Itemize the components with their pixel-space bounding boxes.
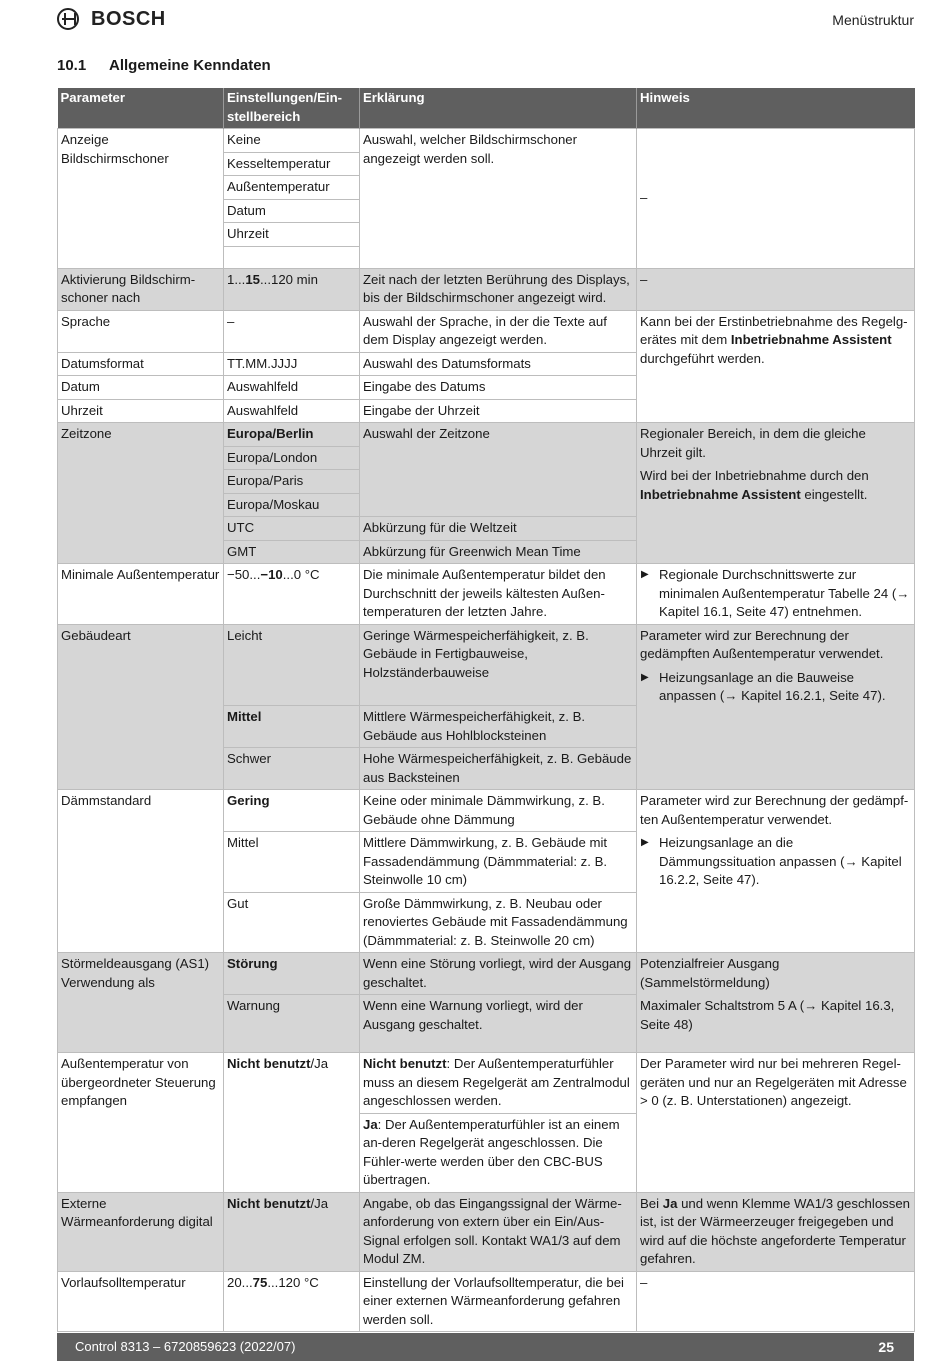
setting-cell: UTC: [224, 517, 360, 541]
note-emphasis: Inbetriebnahme Assistent: [730, 332, 892, 347]
setting-cell: Keine: [224, 129, 360, 153]
explanation-cell: Auswahl, welcher Bildschirmschoner angezeigt werden soll.: [360, 129, 637, 269]
page-footer: [57, 1333, 914, 1361]
explanation-cell: [360, 1053, 637, 1114]
explanation-text: : Der Außentemperaturfühler muss an diesem Regelgerät am Zentralmodul angeschlossen werden.: [363, 1056, 630, 1108]
table-row: [58, 268, 915, 310]
page-number: 25: [878, 1339, 894, 1355]
note-text: durchgeführt werden.: [640, 350, 765, 366]
explanation-cell: Angabe, ob das Eingangssignal der Wärme-anforderung von extern über ein Ein/Aus-Signal erfolgen soll. Kontakt WA1/3 auf dem Modul ZM.: [360, 1192, 637, 1271]
explanation-emphasis: Nicht benutzt: [363, 1056, 447, 1071]
note-cell: [637, 790, 915, 953]
explanation-cell: [360, 1113, 637, 1192]
param-cell: Minimale Außentemperatur: [58, 564, 224, 625]
parameter-table: [57, 88, 915, 1332]
note-cell: [637, 310, 915, 423]
param-cell: Uhrzeit: [58, 399, 224, 423]
param-cell: Störmeldeausgang (AS1) Verwendung als: [58, 953, 224, 1053]
explanation-cell: Eingabe des Datums: [360, 376, 637, 400]
explanation-cell: Auswahl des Datumsformats: [360, 352, 637, 376]
explanation-text: : Der Außentemperaturfühler ist an einem an-deren Regelgerät angeschlossen. Die Fühler-werte werden über den CBC-BUS übertragen.: [363, 1116, 620, 1187]
setting-cell: Leicht: [224, 624, 360, 706]
table-row: [58, 310, 915, 352]
setting-text: 1...: [227, 271, 246, 287]
note-text: Regionaler Bereich, in dem die gleiche Uhrzeit gilt.: [640, 426, 866, 460]
explanation-cell: Eingabe der Uhrzeit: [360, 399, 637, 423]
setting-cell: Mittel: [224, 832, 360, 893]
setting-cell: GMT: [224, 540, 360, 564]
param-cell: Gebäudeart: [58, 624, 224, 790]
note-cell: [637, 1192, 915, 1271]
explanation-cell: Abkürzung für die Weltzeit: [360, 517, 637, 541]
explanation-cell: Wenn eine Störung vorliegt, wird der Ausgang geschaltet.: [360, 953, 637, 995]
note-cell: Der Parameter wird nur bei mehreren Regel-geräten und nur an Regelgeräten mit Adresse > 0 (z. B. Unterstationen) angezeigt.: [637, 1053, 915, 1193]
note-emphasis: Ja: [662, 1195, 678, 1211]
explanation-cell: Auswahl der Zeitzone: [360, 423, 637, 517]
param-cell: Außentemperatur von übergeordneter Steuerung empfangen: [58, 1053, 224, 1193]
header-explanation: Erklärung: [360, 88, 637, 129]
instruction-item: ▶ Heizungsanlage an die Bauweise anpassen (→ Kapitel 16.2.1, Seite 47).: [640, 669, 911, 706]
setting-cell: Außentemperatur: [224, 176, 360, 200]
setting-text: 20...: [227, 1274, 253, 1290]
table-row: [58, 1192, 915, 1271]
note-cell: [637, 564, 915, 625]
instruction-item: ▶ Regionale Durchschnittswerte zur minimalen Außentemperatur Tabelle 24 (→ Kapitel 16.1, Seite 47) entnehmen.: [640, 566, 911, 622]
default-value: −10: [260, 567, 283, 582]
param-cell: Anzeige Bildschirmschoner: [58, 129, 224, 269]
explanation-cell: Mittlere Dämmwirkung, z. B. Gebäude mit Fassadendämmung (Dämmmaterial: z. B. Steinwolle 10 cm): [360, 832, 637, 893]
note-text: Potenzialfreier Ausgang (Sammelstörmeldung): [640, 956, 780, 990]
param-cell: Aktivierung Bildschirm-schoner nach: [58, 268, 224, 310]
setting-text: −50...: [227, 567, 261, 582]
setting-cell: Europa/Paris: [224, 470, 360, 494]
setting-text: ...120 °C: [267, 1274, 319, 1290]
setting-text: ...120 min: [260, 271, 318, 287]
section-heading: [57, 57, 271, 76]
param-cell: Datumsformat: [58, 352, 224, 376]
table-row: [58, 564, 915, 625]
param-cell: Zeitzone: [58, 423, 224, 564]
note-emphasis: Inbetriebnahme Assistent: [640, 486, 801, 502]
instruction-item: ▶ Heizungsanlage an die Dämmungssituation anpassen (→ Kapitel 16.2.2, Seite 47).: [640, 834, 911, 890]
setting-cell: [224, 564, 360, 625]
table-row: [58, 1053, 915, 1114]
header-note: Hinweis: [637, 88, 915, 129]
setting-cell: Auswahlfeld: [224, 376, 360, 400]
note-text: und wenn Klemme WA1/3 geschlossen ist, ist der Wärmeerzeuger freigegeben und wird auf die höchste angeforderte Temperatur gefahren.: [640, 1195, 911, 1266]
setting-cell: Kesseltemperatur: [224, 152, 360, 176]
setting-cell: Europa/Moskau: [224, 493, 360, 517]
setting-text: /Ja: [310, 1056, 329, 1071]
explanation-cell: Keine oder minimale Dämmwirkung, z. B. Gebäude ohne Dämmung: [360, 790, 637, 832]
explanation-cell: Einstellung der Vorlaufsolltemperatur, die bei einer externen Wärmeanforderung gefahren werden soll.: [360, 1271, 637, 1332]
explanation-cell: Auswahl der Sprache, in der die Texte auf dem Display angezeigt werden.: [360, 310, 637, 352]
page-header: [57, 8, 914, 34]
note-cell: –: [637, 268, 915, 310]
setting-cell: Warnung: [224, 995, 360, 1053]
note-text: Wird bei der Inbetriebnahme durch den: [640, 468, 869, 483]
header-settings: Einstellungen/Ein-stellbereich: [224, 88, 360, 129]
setting-cell: Datum: [224, 199, 360, 223]
setting-cell: [224, 1271, 360, 1332]
explanation-cell: Zeit nach der letzten Berührung des Displays, bis der Bildschirmschoner angezeigt wird.: [360, 268, 637, 310]
table-header-row: [58, 88, 915, 129]
section-number: 10.1: [57, 57, 87, 74]
note-cell: [637, 423, 915, 564]
note-text: Bei: [640, 1195, 663, 1211]
note-text: Maximaler Schaltstrom 5 A (→ Kapitel 16.3, Seite 48): [640, 998, 895, 1032]
table-row: [58, 129, 915, 153]
table-row: [58, 1271, 915, 1332]
table-row: [58, 423, 915, 447]
setting-cell-default: Gering: [224, 790, 360, 832]
table-row: [58, 953, 915, 995]
explanation-cell: Geringe Wärmespeicherfähigkeit, z. B. Gebäude in Fertigbauweise, Holzständerbauweise: [360, 624, 637, 706]
setting-cell: Europa/London: [224, 446, 360, 470]
setting-cell-empty: [224, 246, 360, 268]
explanation-cell: Hohe Wärmespeicherfähigkeit, z. B. Gebäude aus Backsteinen: [360, 748, 637, 790]
param-cell: Vorlaufsolltemperatur: [58, 1271, 224, 1332]
param-cell: Dämmstandard: [58, 790, 224, 953]
default-value: Nicht benutzt: [227, 1195, 311, 1211]
setting-text: ...0 °C: [282, 567, 320, 582]
setting-cell: –: [224, 310, 360, 352]
default-value: 15: [245, 271, 260, 287]
note-cell: –: [637, 1271, 915, 1332]
note-paragraph: [640, 467, 911, 504]
note-cell: –: [637, 129, 915, 269]
table-row: [58, 790, 915, 832]
bosch-logo-icon: [57, 8, 79, 30]
explanation-cell: Wenn eine Warnung vorliegt, wird der Ausgang geschaltet.: [360, 995, 637, 1053]
brand-name: BOSCH: [91, 7, 166, 30]
param-cell: Sprache: [58, 310, 224, 352]
setting-text: /Ja: [310, 1195, 329, 1211]
param-cell: Externe Wärmeanforderung digital: [58, 1192, 224, 1271]
setting-cell: Auswahlfeld: [224, 399, 360, 423]
table-row: [58, 624, 915, 706]
note-cell: [637, 953, 915, 1053]
section-title: Allgemeine Kenndaten: [109, 57, 271, 74]
param-cell: Datum: [58, 376, 224, 400]
explanation-cell: Abkürzung für Greenwich Mean Time: [360, 540, 637, 564]
explanation-cell: Die minimale Außentemperatur bildet den Durchschnitt der jeweils kältesten Außen-temperaturen der letzten Jahre.: [360, 564, 637, 625]
setting-cell: Schwer: [224, 748, 360, 790]
note-text: Parameter wird zur Berechnung der gedämpf-ten Außentemperatur verwendet.: [640, 793, 909, 827]
setting-cell-default: Mittel: [224, 706, 360, 748]
setting-cell: [224, 1053, 360, 1193]
document-id: Control 8313 – 6720859623 (2022/07): [75, 1339, 296, 1354]
section-label: Menüstruktur: [832, 12, 914, 28]
explanation-cell: Große Dämmwirkung, z. B. Neubau oder renoviertes Gebäude mit Fassadendämmung (Dämmmaterial: z. B. Steinwolle 20 cm): [360, 892, 637, 953]
note-text: Parameter wird zur Berechnung der gedämpften Außentemperatur verwendet.: [640, 627, 884, 661]
setting-cell: [224, 1192, 360, 1271]
explanation-emphasis: Ja: [363, 1116, 378, 1132]
default-value: Nicht benutzt: [227, 1056, 311, 1071]
setting-cell-default: Störung: [224, 953, 360, 995]
setting-cell: Uhrzeit: [224, 223, 360, 247]
setting-cell-default: Europa/Berlin: [224, 423, 360, 447]
note-cell: [637, 624, 915, 790]
default-value: 75: [252, 1274, 268, 1290]
header-parameter: Parameter: [58, 88, 224, 129]
explanation-cell: Mittlere Wärmespeicherfähigkeit, z. B. Gebäude aus Hohlblocksteinen: [360, 706, 637, 748]
setting-cell: Gut: [224, 892, 360, 953]
note-text: eingestellt.: [800, 486, 868, 502]
note-text: Kann bei der Erstinbetriebnahme des Regelg-erätes mit dem: [640, 313, 908, 347]
setting-cell: TT.MM.JJJJ: [224, 352, 360, 376]
setting-cell: [224, 268, 360, 310]
bosch-logo: [57, 8, 166, 30]
